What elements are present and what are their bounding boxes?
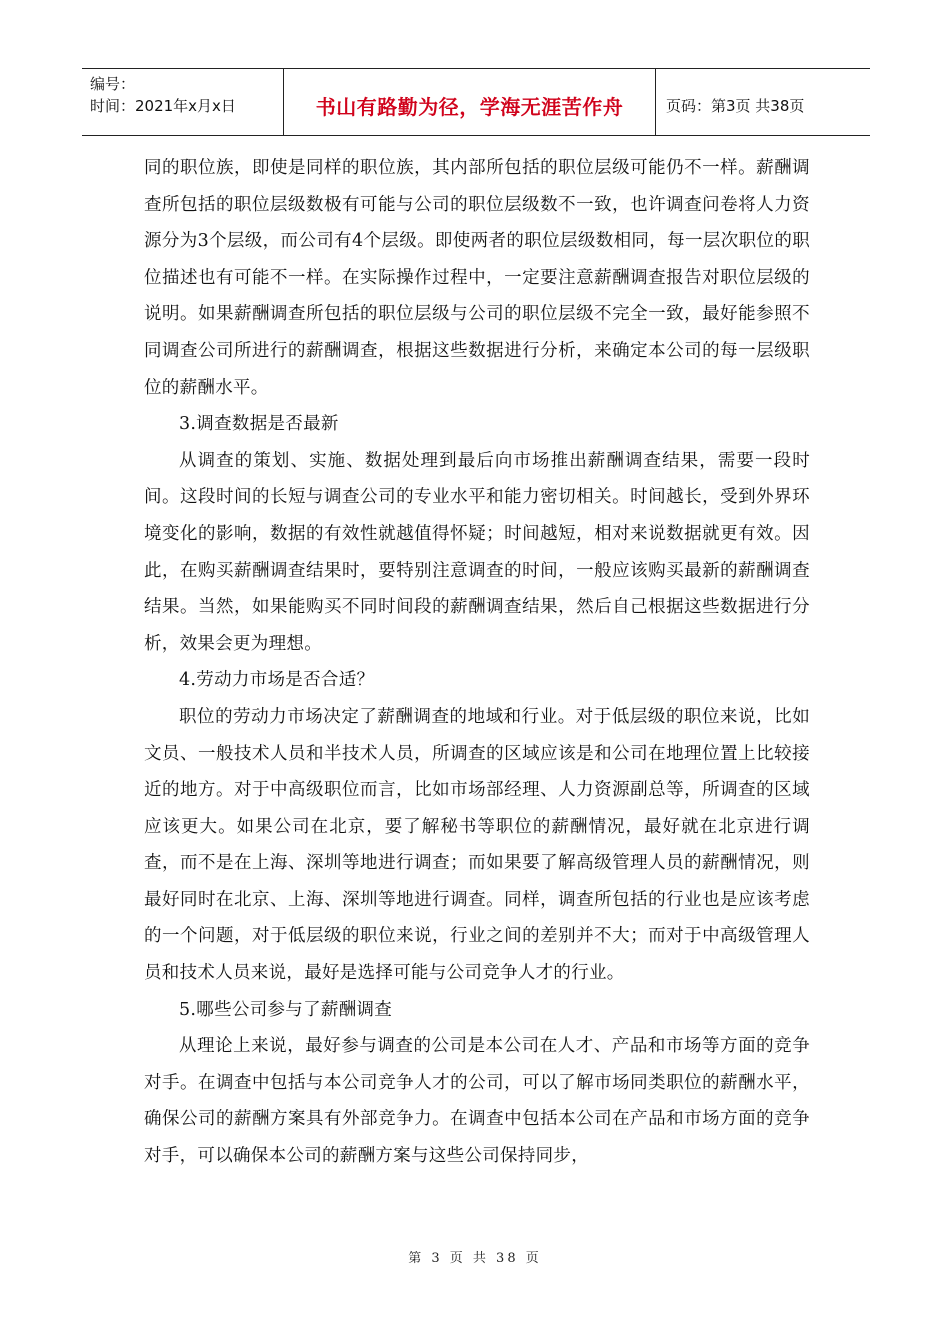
document-time-label: 时间：2021年x月x日 [90,97,236,115]
header-motto: 书山有路勤为径，学海无涯苦作舟 [315,94,624,119]
header-page-info: 页码：第3页 共38页 [666,96,805,115]
section-heading-4: 4.劳动力市场是否合适？ [179,670,375,691]
paragraph-continued: 同的职位族，即使是同样的职位族，其内部所包括的职位层级可能仍不一样。薪酬调查所包括的职位层级数极有可能与公司的职位层级数不一致，也许调查问卷将人力资源分为3个层级，而公司有4个层级。即使两者的职位层级数相同，每一层次职位的职位描述也有可能不一样。在实际操作过程中，一定要注意薪酬调查报告对职位层级的说明。如果薪酬调查所包括的职位层级与公司的职位层级不完全一致，最好能参照不同调查公司所进行的薪酬调查，根据这些数据进行分析，来确定本公司的每一层级职位的薪酬水平。 [144,158,810,398]
header-meta-cell [82,69,284,135]
paragraph: 职位的劳动力市场决定了薪酬调查的地域和行业。对于低层级的职位来说，比如文员、一般技术人员和半技术人员，所调查的区域应该是和公司在地理位置上比较接近的地方。对于中高级职位而言，比如市场部经理、人力资源副总等，所调查的区域应该更大。如果公司在北京，要了解秘书等职位的薪酬情况，最好就在北京进行调查，而不是在上海、深圳等地进行调查；而如果要了解高级管理人员的薪酬情况，则最好同时在北京、上海、深圳等地进行调查。同样，调查所包括的行业也是应该考虑的一个问题，对于低层级的职位来说，行业之间的差别并不大；而对于中高级管理人员和技术人员来说，最好是选择可能与公司竞争人才的行业。 [144,706,810,984]
header-page-info-cell [656,69,870,135]
paragraph: 从理论上来说，最好参与调查的公司是本公司在人才、产品和市场等方面的竞争对手。在调查中包括与本公司竞争人才的公司，可以了解市场同类职位的薪酬水平，确保公司的薪酬方案具有外部竞争力。在调查中包括本公司在产品和市场方面的竞争对手，可以确保本公司的薪酬方案与这些公司保持同步， [144,1036,810,1167]
document-number-label: 编号： [90,75,136,93]
document-body [144,150,810,1175]
page-footer: 第 3 页 共 38 页 [408,1251,542,1266]
section-heading-5: 5.哪些公司参与了薪酬调查 [179,999,393,1020]
page-header [82,68,870,136]
header-motto-cell [284,69,656,135]
paragraph: 从调查的策划、实施、数据处理到最后向市场推出薪酬调查结果，需要一段时间。这段时间的长短与调查公司的专业水平和能力密切相关。时间越长，受到外界环境变化的影响，数据的有效性就越值得怀疑；时间越短，相对来说数据就更有效。因此，在购买薪酬调查结果时，要特别注意调查的时间，一般应该购买最新的薪酬调查结果。当然，如果能购买不同时间段的薪酬调查结果，然后自己根据这些数据进行分析，效果会更为理想。 [144,450,810,654]
section-heading-3: 3.调查数据是否最新 [179,414,339,435]
